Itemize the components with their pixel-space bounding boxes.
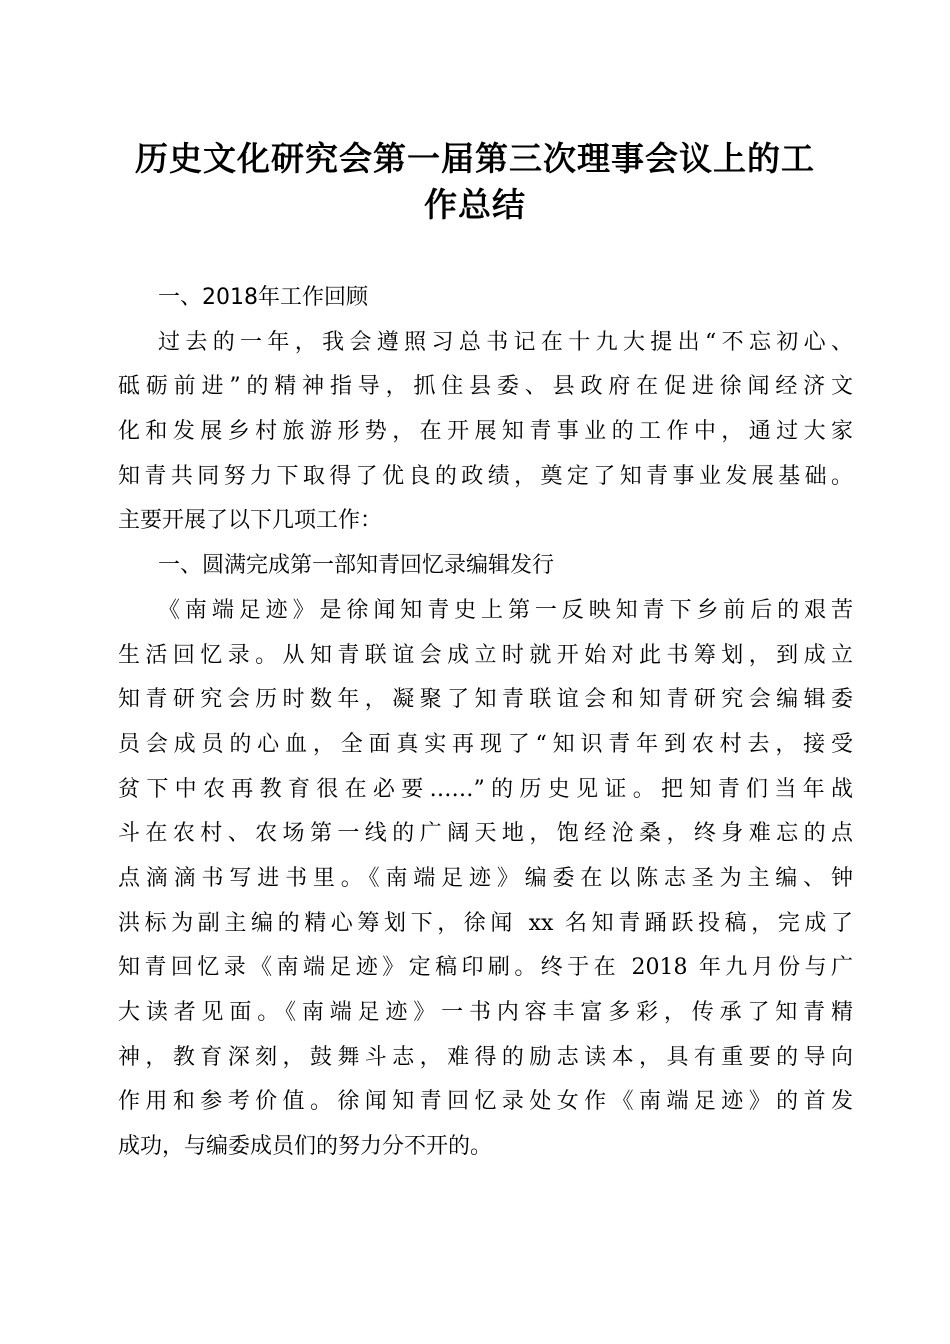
paragraph-line: 贫下中农再教育很在必要……”的历史见证。把知青们当年战 bbox=[118, 776, 853, 802]
paragraph-line: 作用和参考价值。徐闻知青回忆录处女作《南端足迹》的首发 bbox=[118, 1089, 853, 1115]
paragraph-line: 洪标为副主编的精心筹划下，徐闻 xx 名知青踊跃投稿，完成了 bbox=[118, 910, 853, 936]
title-line-1: 历史文化研究会第一届第三次理事会议上的工 bbox=[135, 139, 815, 178]
paragraph-line: 大读者见面。《南端足迹》一书内容丰富多彩，传承了知青精 bbox=[118, 1000, 853, 1025]
title-line-2: 作总结 bbox=[424, 185, 526, 224]
paragraph-line: 砥砺前进”的精神指导，抓住县委、县政府在促进徐闻经济文 bbox=[118, 374, 853, 400]
section-heading: 一、2018年工作回顾 bbox=[158, 285, 368, 310]
paragraph-line: 过去的一年，我会遵照习总书记在十九大提出“不忘初心、 bbox=[158, 329, 853, 355]
paragraph-line: 神，教育深刻，鼓舞斗志，难得的励志读本，具有重要的导向 bbox=[118, 1044, 853, 1070]
paragraph-line: 员会成员的心血，全面真实再现了“知识青年到农村去，接受 bbox=[118, 731, 853, 757]
paragraph-line: 知青研究会历时数年，凝聚了知青联谊会和知青研究会编辑委 bbox=[118, 687, 853, 713]
paragraph-line: 斗在农村、农场第一线的广阔天地，饱经沧桑，终身难忘的点 bbox=[118, 821, 853, 847]
paragraph-line: 知青回忆录《南端足迹》定稿印刷。终于在 2018 年九月份与广 bbox=[118, 955, 853, 981]
document-body bbox=[118, 276, 853, 1170]
section-heading: 一、圆满完成第一部知青回忆录编辑发行 bbox=[158, 553, 555, 579]
paragraph-line: 主要开展了以下几项工作： bbox=[118, 508, 383, 534]
paragraph-line: 化和发展乡村旅游形势，在开展知青事业的工作中，通过大家 bbox=[118, 419, 853, 445]
paragraph-line: 《南端足迹》是徐闻知青史上第一反映知青下乡前后的艰苦 bbox=[158, 597, 853, 623]
paragraph-line: 成功，与编委成员们的努力分不开的。 bbox=[118, 1134, 493, 1160]
paragraph-line: 点滴滴书写进书里。《南端足迹》编委在以陈志圣为主编、钟 bbox=[118, 865, 853, 891]
document-title bbox=[100, 136, 850, 228]
paragraph-line: 知青共同努力下取得了优良的政绩，奠定了知青事业发展基础。 bbox=[118, 463, 853, 489]
paragraph-line: 生活回忆录。从知青联谊会成立时就开始对此书筹划，到成立 bbox=[118, 642, 853, 668]
